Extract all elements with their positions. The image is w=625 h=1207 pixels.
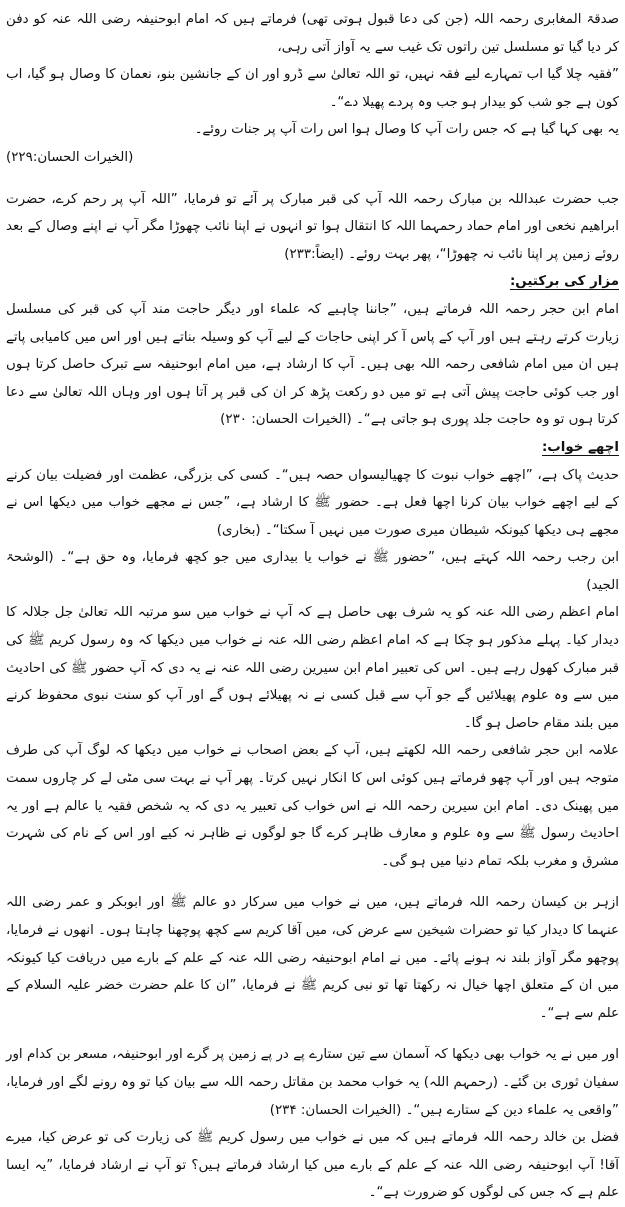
reference-khairat-229: (الخیرات الحسان:۲۲۹) (6, 149, 134, 165)
paragraph-gap (6, 875, 619, 889)
paragraph-sadaqa-narration: صدقۃ المغابری رحمہ اللہ (جن کی دعا قبول ہوتی تھی) فرماتے ہیں کہ امام ابوحنیفہ رضی اللہ عنہ کو دفن کر دیا گیا تو مسلسل تین راتوں تک غیب سے یہ آواز آتی رہی، (6, 12, 619, 55)
heading-text: مزار کی برکتیں: (509, 274, 619, 290)
paragraph-jinn-mourning: یہ بھی کہا گیا ہے کہ جس رات آپ کا وصال ہوا اس رات آپ پر جنات روئے۔ (194, 122, 619, 138)
paragraph-ibn-hajar-shrine: امام ابن حجر رحمہ اللہ فرماتے ہیں، ”جاننا چاہیے کہ علماء اور دیگر حاجت مند آپ کی قبر کی مسلسل زیارت کرتے رہتے ہیں اور آپ کے پاس آ کر اپنی حاجات کے لیے آپ کو وسیلہ بناتے ہیں اور اس میں کامیابی پاتے ہیں ان میں امام شافعی رحمہ اللہ بھی ہیں۔ آپ کا ارشاد ہے، میں امام ابوحنیفہ سے تبرک حاصل کرتا ہوں اور جب کوئی حاجت پیش آتی ہے تو میں دو رکعت پڑھ کر ان کی قبر پر آتا ہوں اور وہاں اللہ تعالیٰ سے دعا کرتا ہوں تو وہ حاجت جلد پوری ہو جاتی ہے“۔ (الخیرات الحسان: ۲۳۰) (6, 301, 619, 428)
paragraph-azhar-bin-kaysan: ازہر بن کیسان رحمہ اللہ فرماتے ہیں، میں نے خواب میں سرکار دو عالم ﷺ اور ابوبکر و عمر رضی اللہ عنہما کا دیدار کیا تو حضرات شیخین سے عرض کی، میں آقا کریم سے کچھ پوچھنا چاہتا ہوں۔ انھوں نے فرمایا، پوچھو مگر آواز بلند نہ ہونے پائے۔ میں نے امام ابوحنیفہ رضی اللہ عنہ کے علم کے بارے میں دریافت کیا کیونکہ میں ان کے متعلق اچھا خیال نہ رکھتا تھا تو نبی کریم ﷺ نے فرمایا، ”ان کا علم حضرت خضر علیہ السلام کے علم سے ہے“۔ (6, 895, 619, 1021)
paragraph-fazl-bin-khalid: فضل بن خالد رحمہ اللہ فرماتے ہیں کہ میں نے خواب میں رسول کریم ﷺ کی زیارت کی تو عرض کیا، میرے آقا! آپ ابوحنیفہ رضی اللہ عنہ کے علم کے بارے میں کیا ارشاد فرماتے ہیں؟ تو آپ نے ارشاد فرمایا، ”یہ ایسا علم ہے کہ جس کی لوگوں کو ضرورت ہے“۔ (6, 1130, 619, 1201)
paragraph-imam-azam-dream: امام اعظم رضی اللہ عنہ کو یہ شرف بھی حاصل ہے کہ آپ نے خواب میں سو مرتبہ اللہ تعالیٰ جل جلالہ کا دیدار کیا۔ پہلے مذکور ہو چکا ہے کہ امام اعظم رضی اللہ عنہ نے خواب میں دیکھا کہ وہ رسول کریم ﷺ کی قبر مبارک کھول رہے ہیں۔ اس کی تعبیر امام ابن سیرین رضی اللہ عنہ نے یہ دی کہ آپ حضور ﷺ کی احادیث میں سے وہ علوم پھیلائیں گے جو آپ سے قبل کسی نے نہ پھیلائے ہوں گے اور آپ کو سنت نبوی محفوظ کرنے میں بلند مقام حاصل ہو گا۔ (6, 605, 619, 731)
section-heading-good-dreams (6, 434, 619, 462)
paragraph-hadith-good-dreams: حدیث پاک ہے، ”اچھے خواب نبوت کا چھیالیسواں حصہ ہیں“۔ کسی کی بزرگی، عظمت اور فضیلت بیان کرنے کے لیے اچھے خواب بیان کرنا اچھا فعل ہے۔ حضور ﷺ کا ارشاد ہے، ”جس نے مجھے خواب میں دیکھا اس نے مجھے ہی دیکھا کیونکہ شیطان میری صورت میں نہیں آ سکتا“۔ (بخاری) (6, 467, 619, 538)
paragraph-unseen-voice-quote: ”فقیہ چلا گیا اب تمہارے لیے فقہ نہیں، تو اللہ تعالیٰ سے ڈرو اور ان کے جانشین بنو، نعمان کا وصال ہو گیا، اب کون ہے جو شب کو بیدار ہو جب وہ پردے پھیلا دے“۔ (6, 67, 619, 110)
paragraph-gap (6, 172, 619, 186)
paragraph-ibn-rajab: ابن رجب رحمہ اللہ کہتے ہیں، ”حضور ﷺ نے خواب یا بیداری میں جو کچھ فرمایا، وہ حق ہے“۔ (الوشحۃ الجید) (6, 550, 619, 593)
heading-text: اچھے خواب: (541, 439, 619, 455)
paragraph-ibn-hajar-shafii: علامہ ابن حجر شافعی رحمہ اللہ لکھتے ہیں، آپ کے بعض اصحاب نے خواب میں دیکھا کہ لوگ آپ کی طرف متوجہ ہیں اور آپ چھو فرماتے ہیں کوئی اس کا انکار نہیں کرتا۔ پھر آپ نے بہت سی مٹی لے کر چاروں سمت میں پھینک دی۔ امام ابن سیرین رحمہ اللہ نے اس خواب کی تعبیر یہ دی کہ یہ شخص فقیہ یا عالم ہے اور یہ احادیث رسول ﷺ سے وہ علوم و معارف ظاہر کرے گا جو لوگوں نے ظاہر نہ کیے اور اس کے نام کی شہرت مشرق و مغرب بلکہ تمام دنیا میں ہو گی۔ (6, 743, 619, 869)
paragraph-ibn-mubarak-visit: جب حضرت عبداللہ بن مبارک رحمہ اللہ آپ کی قبر مبارک پر آئے تو فرمایا، ”اللہ آپ پر رحم کرے، حضرت ابراھیم نخعی اور امام حماد رحمہما اللہ کا انتقال ہوا تو انہوں نے اپنا نائب چھوڑا مگر آپ نے اپنے وصال کے بعد روئے زمین پر اپنا نائب نہ چھوڑا“، پھر بہت روئے۔ (ایضاً:۲۳۳) (6, 191, 619, 262)
paragraph-gap (6, 1027, 619, 1041)
paragraph-three-stars-dream: اور میں نے یہ خواب بھی دیکھا کہ آسمان سے تین ستارے پے در پے زمین پر گرے اور ابوحنیفہ، مسعر بن کدام اور سفیان ثوری بن گئے۔ (رحمہم اللہ) یہ خواب محمد بن مقاتل رحمہ اللہ سے بیان کیا تو وہ رونے لگے اور فرمایا، ”واقعی یہ علماء دین کے ستارے ہیں“۔ (الخیرات الحسان: ۲۳۴) (6, 1047, 619, 1118)
section-heading-blessings-of-shrine (6, 268, 619, 296)
